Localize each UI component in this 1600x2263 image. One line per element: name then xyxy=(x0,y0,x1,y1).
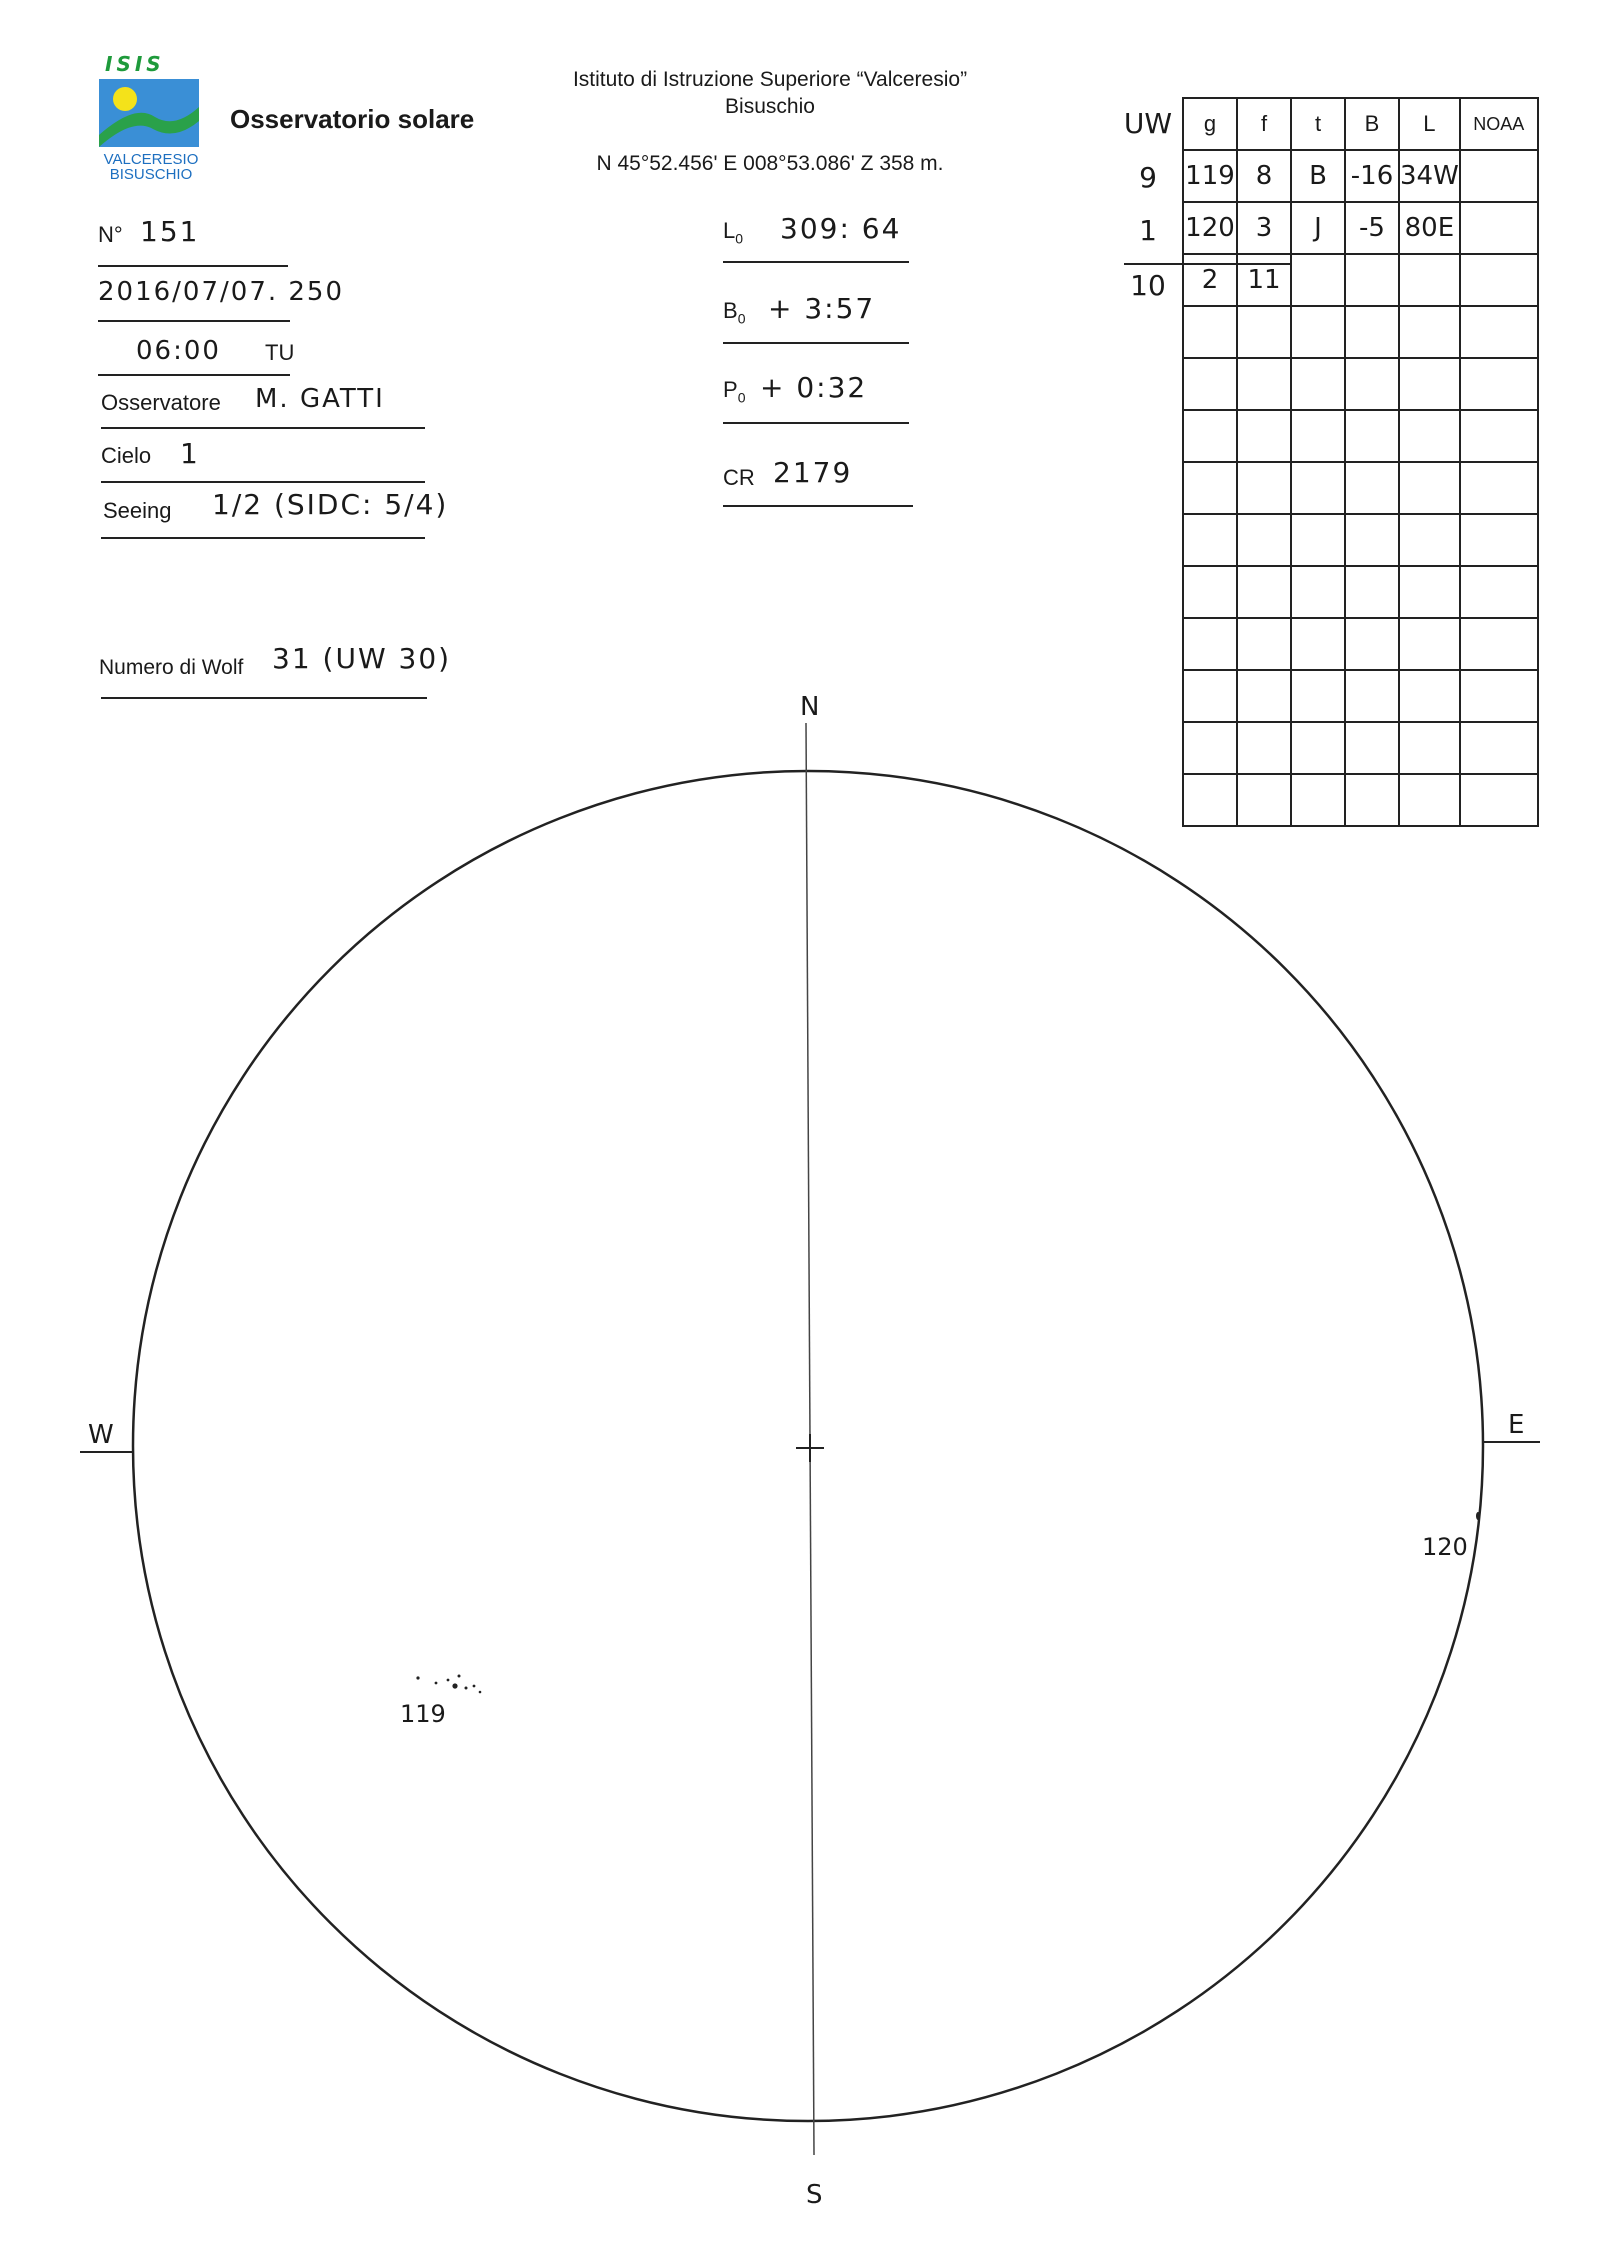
logo-text: ISIS xyxy=(105,55,165,76)
cell-f: 11 xyxy=(1237,254,1291,306)
cell-f: 3 xyxy=(1237,202,1291,254)
observer-value: M. GATTI xyxy=(255,384,385,414)
number-value: 151 xyxy=(140,215,200,248)
l0-value: 309: 64 xyxy=(780,212,902,245)
col-noaa-header: NOAA xyxy=(1460,98,1538,150)
uw-header: UW xyxy=(1123,107,1173,140)
sunspot xyxy=(458,1675,461,1678)
date-value: 2016/07/07. 250 xyxy=(98,277,345,307)
wolf-value: 31 (UW 30) xyxy=(272,642,452,675)
cell-g: 2 xyxy=(1183,254,1237,306)
sunspot xyxy=(416,1676,419,1679)
cell-l: 34W xyxy=(1399,150,1460,202)
sunspot xyxy=(479,1691,482,1694)
observer-label: Osservatore xyxy=(101,390,221,415)
p0-value: + 0:32 xyxy=(760,371,868,404)
west-label: W xyxy=(88,1420,114,1450)
sunspot xyxy=(447,1679,450,1682)
l0-label: $L_0$ xyxy=(723,218,744,247)
seeing-label: Seeing xyxy=(103,498,172,523)
logo-caption-line2: BISUSCHIO xyxy=(109,166,193,183)
cr-label: CR xyxy=(723,465,755,490)
cell-b: -5 xyxy=(1345,202,1399,254)
sunspot xyxy=(452,1683,457,1688)
institute-town: Bisuschio xyxy=(725,95,815,118)
b0-label: $B_0$ xyxy=(723,298,746,327)
sunspot-group-120-spots xyxy=(1476,1512,1480,1520)
col-b-header: B xyxy=(1345,98,1399,150)
sunspot xyxy=(435,1682,438,1685)
north-label: N xyxy=(800,692,820,722)
cell-g: 120 xyxy=(1183,202,1237,254)
wolf-label: Numero di Wolf xyxy=(99,656,244,679)
cell-l: 80E xyxy=(1399,202,1460,254)
cell-t: J xyxy=(1291,202,1345,254)
cr-value: 2179 xyxy=(773,456,853,489)
cell-g: 119 xyxy=(1183,150,1237,202)
sky-label: Cielo xyxy=(101,443,152,468)
group-label-120: 120 xyxy=(1422,1533,1468,1561)
cell-b: -16 xyxy=(1345,150,1399,202)
cell-f: 8 xyxy=(1237,150,1291,202)
b0-value: + 3:57 xyxy=(768,292,876,325)
institute-name: Istituto di Istruzione Superiore “Valceresio” xyxy=(572,68,968,91)
sky-value: 1 xyxy=(180,437,200,470)
sunspot xyxy=(473,1685,476,1688)
logo-caption-line1: VALCERESIO xyxy=(103,151,199,168)
p0-label: $P_0$ xyxy=(723,377,746,406)
seeing-value: 1/2 (SIDC: 5/4) xyxy=(212,488,449,521)
time-unit: TU xyxy=(265,340,295,365)
cell-t: B xyxy=(1291,150,1345,202)
observatory-coordinates: N 45°52.456' E 008°53.086' Z 358 m. xyxy=(596,152,944,175)
uw-total: 10 xyxy=(1130,269,1166,302)
observatory-title: Osservatorio solare xyxy=(230,104,475,134)
sunspot xyxy=(465,1687,468,1690)
number-label: N° xyxy=(98,222,123,247)
uw-value-1: 9 xyxy=(1139,161,1157,194)
uw-value-2: 1 xyxy=(1139,214,1157,247)
col-g-header: g xyxy=(1183,98,1237,150)
group-label-119: 119 xyxy=(400,1700,446,1728)
south-label: S xyxy=(806,2180,823,2210)
sunspot-group-119-spots xyxy=(416,1675,481,1694)
col-l-header: L xyxy=(1399,98,1460,150)
east-label: E xyxy=(1508,1410,1525,1440)
col-f-header: f xyxy=(1237,98,1291,150)
time-value: 06:00 xyxy=(136,336,221,366)
col-t-header: t xyxy=(1291,98,1345,150)
sunspot xyxy=(1476,1512,1480,1520)
